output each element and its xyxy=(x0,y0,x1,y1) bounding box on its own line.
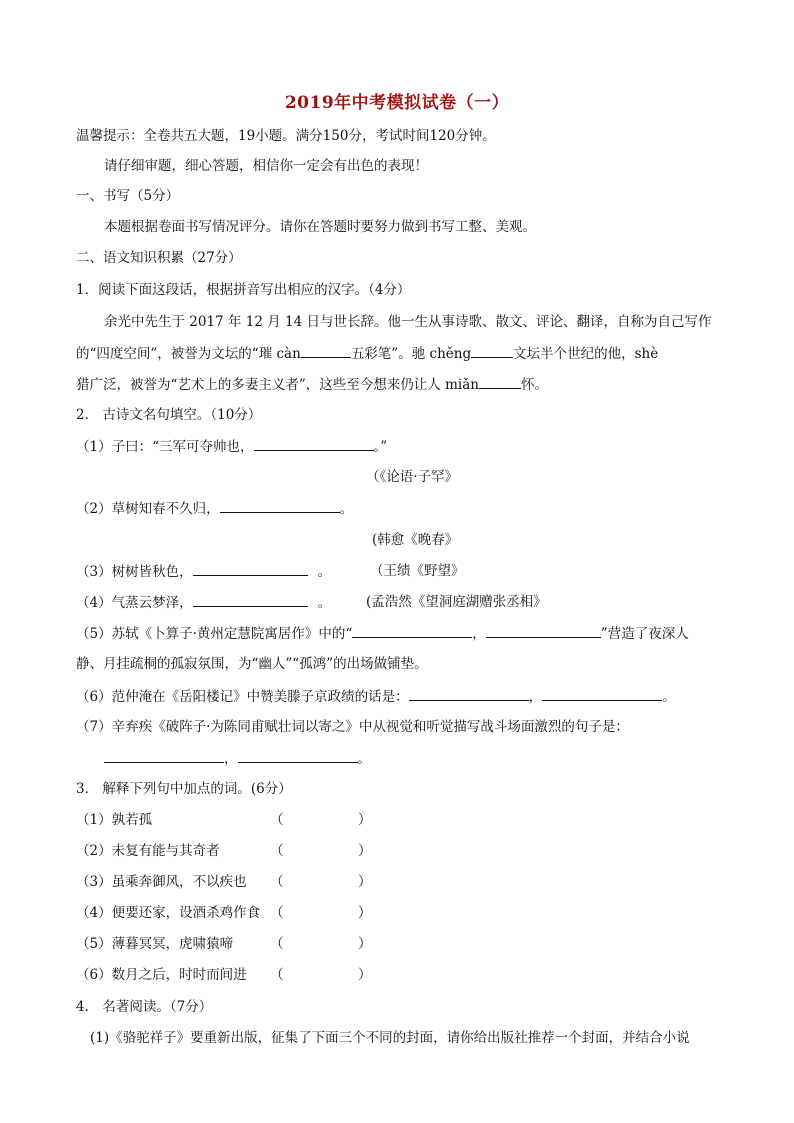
encourage-text: 请仔细审题，细心答题，相信你一定会有出色的表现！ xyxy=(104,158,428,174)
answer-blank[interactable] xyxy=(479,374,521,389)
q3-item xyxy=(76,903,372,923)
q2-item4-text: （4）气蒸云梦泽， xyxy=(76,595,193,611)
q2-item3 xyxy=(76,561,331,582)
q1-line3-b: 怀。 xyxy=(520,377,548,393)
paren-close: ） xyxy=(358,936,372,952)
q3-item xyxy=(76,872,372,892)
q2-item6-text: （6）范仲淹在《岳阳楼记》中赞美滕子京政绩的话是： xyxy=(76,689,409,705)
paren-close: ） xyxy=(358,905,372,921)
q2-item5-tail: ”营造了夜深人 xyxy=(600,626,689,642)
q1-stem: 1．阅读下面这段话，根据拼音写出相应的汉字。（4分） xyxy=(76,282,411,298)
answer-blank[interactable] xyxy=(471,343,513,358)
q2-item5-line2: 静、月挂疏桐的孤寂氛围，为“幽人”“孤鸿”的出场做铺垫。 xyxy=(76,656,428,672)
q2-item2-source: (韩愈《晚春》 xyxy=(372,532,459,548)
answer-blank[interactable] xyxy=(254,436,374,451)
q2-item6-comma: ， xyxy=(528,689,543,705)
q1-line2-b: 五彩笔”。驰 chěng xyxy=(350,346,472,362)
section1-body: 本题根据卷面书写情况评分。请你在答题时要努力做到书写工整、美观。 xyxy=(104,219,536,235)
q1-line3 xyxy=(76,374,548,395)
q1-line3-a: 猎广泛，被誉为“艺术上的多妻主义者”，这些至今想来仍让人 miǎn xyxy=(76,377,479,393)
notice: 温馨提示：全卷共五大题，19小题。满分150分，考试时间120分钟。 xyxy=(76,128,496,144)
q2-item3-source: （王绩《野望》 xyxy=(370,563,465,579)
q3-item xyxy=(76,810,372,830)
q2-item1-end: 。” xyxy=(373,439,388,455)
answer-blank[interactable] xyxy=(542,686,662,701)
q1-line1: 余光中先生于 2017 年 12 月 14 日与世长辞。他一生从事诗歌、散文、评论、翻译，自称为自己写作 xyxy=(104,314,712,330)
paren-close: ） xyxy=(358,812,372,828)
q3-item-text: （1）孰若孤 xyxy=(76,812,153,828)
answer-blank[interactable] xyxy=(486,623,601,638)
q2-item7-answer xyxy=(104,748,371,769)
paren-close: ） xyxy=(358,874,372,890)
q2-item5 xyxy=(76,623,689,644)
q2-stem: 2． 古诗文名句填空。（10分） xyxy=(76,407,262,423)
paren-close: ） xyxy=(358,843,372,859)
answer-blank[interactable] xyxy=(409,686,529,701)
q3-item xyxy=(76,965,372,985)
q2-item6-end: 。 xyxy=(662,689,676,705)
q2-item6 xyxy=(76,686,676,707)
q2-item4-end: 。 xyxy=(317,595,332,611)
answer-blank[interactable] xyxy=(220,498,340,513)
q4-item1: (1)《骆驼祥子》要重新出版，征集了下面三个不同的封面，请你给出版社推荐一个封面，并结合小说 xyxy=(90,1030,690,1046)
q3-item-text: （6）数月之后，时时而间进 xyxy=(76,967,247,983)
paren-open[interactable]: （ xyxy=(270,905,284,921)
q3-item-text: （5）薄暮冥冥，虎啸猿啼 xyxy=(76,936,234,952)
q2-item5-comma: ， xyxy=(472,626,486,642)
paren-open[interactable]: （ xyxy=(270,936,284,952)
q1-line2-a: 的“四度空间”，被誉为文坛的“璀 càn xyxy=(76,346,301,362)
q2-item4-source: (孟浩然《望洞庭湖赠张丞相》 xyxy=(366,594,547,610)
q2-item7-comma: ， xyxy=(224,751,238,767)
q2-item4 xyxy=(76,592,331,613)
q1-line2 xyxy=(76,343,658,364)
q1-line2-c: 文坛半个世纪的他，shè xyxy=(513,346,659,362)
q2-item5-text: （5）苏轼《卜算子·黄州定慧院寓居作》中的“ xyxy=(76,626,353,642)
answer-blank[interactable] xyxy=(352,623,472,638)
q2-item1-text: （1）子曰：“三军可夺帅也， xyxy=(76,439,254,455)
q2-item7-end: 。 xyxy=(357,751,371,767)
answer-blank[interactable] xyxy=(238,748,358,763)
answer-blank[interactable] xyxy=(301,343,351,358)
paren-open[interactable]: （ xyxy=(270,874,284,890)
q3-item xyxy=(76,934,372,954)
q2-item2-end: 。 xyxy=(339,501,354,517)
q3-item-text: （3）虽乘奔御风，不以疾也 xyxy=(76,874,247,890)
q3-stem: 3． 解释下列句中加点的词。(6分） xyxy=(76,781,292,797)
q2-item2 xyxy=(76,498,353,519)
q3-item xyxy=(76,841,372,861)
q2-item2-text: （2）草树知春不久归， xyxy=(76,501,220,517)
q2-item1 xyxy=(76,436,387,457)
answer-blank[interactable] xyxy=(104,748,224,763)
q3-item-text: （4）便要还家，设酒杀鸡作食 xyxy=(76,905,261,921)
q2-item3-text: （3）树树皆秋色， xyxy=(76,564,193,580)
q2-item1-source: （《论语·子罕》 xyxy=(366,469,459,485)
q2-item3-end: 。 xyxy=(317,564,332,580)
paren-close: ） xyxy=(358,967,372,983)
q2-item7: （7）辛弃疾《破阵子·为陈同甫赋壮词以寄之》中从视觉和听觉描写战斗场面激烈的句子是： xyxy=(76,719,629,735)
paren-open[interactable]: （ xyxy=(270,812,284,828)
answer-blank[interactable] xyxy=(193,592,308,607)
q3-item-text: （2）未复有能与其奇者 xyxy=(76,843,220,859)
section1-heading: 一、书写（5分） xyxy=(76,188,180,204)
paren-open[interactable]: （ xyxy=(270,843,284,859)
q4-stem: 4． 名著阅读。（7分） xyxy=(76,999,213,1015)
answer-blank[interactable] xyxy=(193,561,308,576)
paren-open[interactable]: （ xyxy=(270,967,284,983)
page-title: 2019年中考模拟试卷（一） xyxy=(284,93,510,113)
section2-heading: 二、语文知识积累（27分） xyxy=(76,250,242,266)
